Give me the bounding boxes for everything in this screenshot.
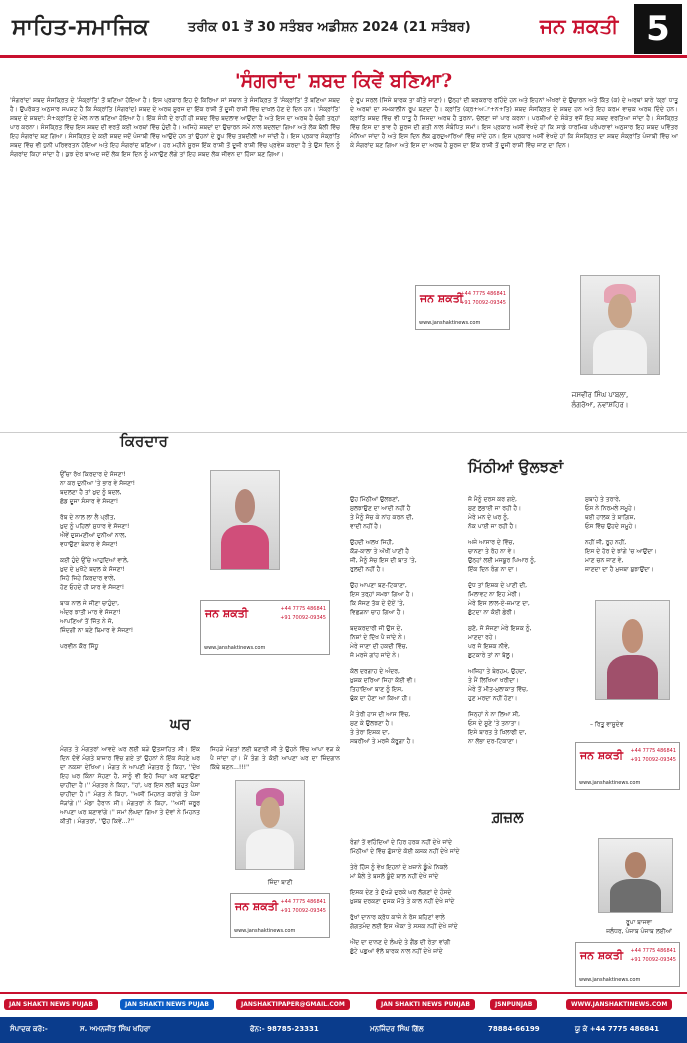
facebook-link[interactable]: JAN SHAKTI NEWS PUJAB — [120, 999, 214, 1010]
ghar-author: ਜ਼ਿੰਦਾ ਬਾਣੀ — [267, 879, 293, 886]
article-column-1-continued — [10, 360, 340, 430]
author-place: ਲੰਗਰੋਆ, ਨਵਾਂਸ਼ਹਿਰ। — [571, 401, 629, 409]
ad-phones: +44 7775 486841 +91 70092-09345 — [460, 291, 506, 306]
ghazal-couplet: ਰੁੱਖਾਂ ਦਾਨਾਰ ਕ੍ਰੋਧ ਕਾਜੇ ਨੇ ਰੋਸ ਬਹਿਣਾਂ ਵਾਲੇ ਗੱਗਤਮੰਦ ਲਈ ਇਸ ਐਕਾ ਤੇ ਸਸਕ ਨਹੀਂ ਦੇਖੇ ਜਾਂਦੇ — [350, 914, 458, 930]
mithiyan-stanza: ਦੁੱਧ ਤਾਂ ਇਸ਼ਕ ਦੇ ਪਾਣੀ ਦੀ, ਮਿਲਾਵਟ ਨਾ ਇਹ ਮੇਰੀ। ਮੇਰੇ ਇਸ ਲਾਲ-ਏ-ਜ਼ਮਾਣ ਦਾ, ਛੁੱਟਦਾ ਨਾ ਕੋਈ ਛੇਰੀ। — [468, 582, 530, 616]
kirdar-title: ਕਿਰਦਾਰ — [120, 432, 168, 450]
kirdar-stanza: ਬਾਕ ਨਾਲ ਜੇ ਜੀਣਾ ਚਾਹੁੰਦਾ, ਅੰਦਰ ਝਾਤੀ ਮਾਰ ਵੇ ਸੱਜਣਾ! ਆਪਣਿਆਂ ਤੋਂ ਜਿੱਤ ਨੇ ਜੋ, ਜ਼ਿੰਦਗੀ ਨਾ ਬਣੇ ਬਿਮਾਰ ਵੇ ਸੱਜਣਾ! — [60, 600, 134, 634]
article-author — [520, 390, 680, 410]
mithiyan-stanza: ਬਦਕਰਦਾਰੀ ਜੀ ਉਸ ਦੇ, ਨਿਸ਼ਾਂ ਦੇ ਦਿੱਖ ਪੈ ਜਾਂਦੇ ਨੇ। ਮੇਰੇ ਜਾਣਾ ਦੀ ਹਕਦੀ ਵਿੱਚ, ਜੋ ਮਰਜੇ ਗਾਂਹ ਜਾਂਦੇ ਨੇ। — [350, 625, 408, 659]
mithiyan-stanza: ਜੋ ਮੈਨੂੰ ਦਰਸ ਕਰ ਗਏ, ਸੁਣ ਲੁਭਾਈ ਜਾ ਰਹੀ ਹੈ। ਮੇਰੇ ਮਨ ਦੇ ਘਰ ਨੂੰ, ਨੱਕ ਪਾਈ ਜਾ ਰਹੀ ਹੈ। — [468, 496, 522, 530]
manager-name: ਮਨਜਿੰਦਰ ਸਿੰਘ ਗਿੱਲ — [370, 1025, 424, 1033]
website-link[interactable]: WWW.JANSHAKTINEWS.COM — [566, 999, 672, 1010]
mithiyan-stanza: ਅਜਿਹਾ ਤੇ ਬੇਰਹਮ, ਉਹਦਾ, ਤੇ ਮੈਂ ਲਿਖਿਆ ਖਰੀਦਾ। ਮੇਰੇ ਤੋਂ ਮੀਤ-ਮੁਲਾਕਾਤ ਵਿੱਚ, ਹੁਣ ਮਰਦਾ ਨਹੀਂ ਹੋਣਾ। — [468, 668, 528, 702]
social-footer — [0, 992, 687, 1016]
mithiyan-column-3 — [585, 495, 685, 581]
kirdar-stanza: ਉੱਚਾ ਰੱਖ ਕਿਰਦਾਰ ਦੇ ਸੱਜਣਾ! ਨਾ ਕਰ ਦੁਨੀਆ 'ਤੇ ਭਾਰ ਵੇ ਸੱਜਣਾ! ਬਦਲਣਾ ਹੈ ਤਾਂ ਖ਼ੁਦ ਨੂੰ ਬਦਲ, ਛੱਡ ਦੂਜਾ ਸੰਸਾਰ ਵੇ ਸੱਜਣਾ! — [60, 471, 136, 505]
instagram-link[interactable]: JAN SHAKTI NEWS PUNJAB — [376, 999, 475, 1010]
section-divider — [0, 432, 687, 433]
kirdar-poem — [60, 470, 220, 651]
ad-website: www.janshaktinews.com — [579, 780, 641, 786]
ghazal-author-photo — [598, 838, 673, 913]
ghazal-couplet: ਇਸਕ ਦੇਣ ਤੇ ਦੁੱਖੜੇ ਦੁਰਕੇ ਘਰ ਲੱਗਣਾਂ ਦੇ ਹੰਸਦੇ ਖ਼ੁਸ਼ਬ ਦਰਕਣਾ ਦੁਸਕ ਮੌਤੇ ਤੇ ਕਾਲ ਨਹੀਂ ਦੇਖੇ ਜਾਂਦੇ — [350, 889, 455, 905]
ad-logo: ਜਨ ਸ਼ਕਤੀ — [205, 607, 249, 620]
ad-logo: ਜਨ ਸ਼ਕਤੀ — [580, 949, 624, 962]
advertisement — [200, 600, 330, 655]
ad-phones: +44 7775 486841 +91 70092-09345 — [280, 606, 326, 621]
mithiyan-title: ਮਿੱਠੀਆਂ ਉਲਝਣਾਂ — [468, 458, 564, 476]
ghazal-author-name: ਰੂਪਾ ਬਾਜਵਾ — [625, 919, 653, 926]
ghar-author-photo — [235, 780, 305, 870]
ad-website: www.janshaktinews.com — [579, 977, 641, 983]
editor-phone: ਫੋਨ:- 98785-23331 — [250, 1025, 319, 1033]
ad-logo: ਜਨ ਸ਼ਕਤੀ — [235, 900, 279, 913]
mithiyan-stanza: ਨਹੀਂ ਜੀ, ਰੂਹ ਨਹੀਂ, ਇਸ ਦੇ ਹੋਰ ਦੇ ਝਾਂਗੇ 'ਚ ਆਉਂਦਾ। ਮਾਣ ਚਨ ਜਾਣ ਵੇ, ਜਾਣਦਾ ਦਾ ਹੈ ਮੁਜਬਾ ਬੁਝਾਉਂਦਾ। — [585, 539, 657, 573]
page-header — [0, 0, 687, 58]
mithiyan-stanza: ਸੁਣੋ, ਜੋ ਸੱਜਣਾ ਮੇਰੇ ਇਸ਼ਕ ਨੂੰ, ਮਾਣਦਾ ਰਹੇ। ਪਰ ਜੋ ਇਸ਼ਕ ਨੀਵੇ, ਛੁਟਕਾਰੇ ਤਾਂ ਨਾ ਬੋਲੂ। — [468, 625, 532, 659]
article-column-2: ਦੇ ਰੂਪ ਸਰਲ (ਜਿਸੇ ਬਾਰਕ ਤਾ ਕੀਤੇ ਜਾਣਾ)। ਉਨ੍ਹਾਂ ਦੀ ਬਰਕਰਾਰ ਰਹਿੰਦੇ ਹਨ ਅਤੇ ਇਹਨਾਂ ਅੱਖਰਾਂ ਦੇ ਉਚਾਰਨ ਅਤੇ ਕਿੱਤ (ਕ) ਦੇ ਅਰਥਾਂ ਬਾਰੇ 'ਕ੍ਰ' ਧਾਤੂ ਦੇ ਅਰਥਾਂ ਦਾ ਸਮਕਾਲੀਨ ਰੂਪ ਬਣਦਾ ਹੈ। ਕ੍ਰਾਂਤਿ (ਕ੍ਰ+ਅਾ+ਨ+ਤਿ) ਸ਼ਬਦ ਸੰਸਕ੍ਰਿਤ ਦੇ ਸ਼ਬਦ ਹਨ ਅਤੇ ਇਹ ਕਰਮ ਵਾਚਕ ਅਰਥ ਦਿੰਦੇ ਹਨ। ਕ੍ਰਾਂਤਿ ਸ਼ਬਦ ਵਿੱਚ ਵੀ ਧਾਤੂ ਹੈ ਜਿਸਦਾ ਅਰਥ ਹੈ ਤੁਰਨਾ, ਚੱਲਣਾ ਜਾਂ ਪਾਰ ਕਰਨਾ। ਪਰਸ਼ੀਆਂ ਦੇ ਸੰਕੇਤ ਵਜੋਂ ਇਹ ਸ਼ਬਦ ਵਰਤਿਆ ਜਾਂਦਾ ਹੈ। ਸੰਸਕ੍ਰਿਤ ਵਿੱਚ ਇਸ ਦਾ ਭਾਵ ਹੈ ਸੂਰਜ ਦੀ ਗਤੀ ਨਾਲ ਸੰਬੰਧਿਤ ਸਮਾਂ। ਇਸ ਪ੍ਰਕਾਰ ਅਸੀਂ ਵੇਖਦੇ ਹਾਂ ਕਿ ਸਾਡੇ ਧਾਰਮਿਕ ਪਰੰਪਰਾਵਾਂ ਅਨੁਸਾਰ ਇਹ ਸ਼ਬਦ ਪਵਿੱਤਰ ਮੰਨਿਆ ਜਾਂਦਾ ਹੈ ਅਤੇ ਇਸ ਦਿਨ ਲੋਕ ਗੁਰਦੁਆਰਿਆਂ ਵਿੱਚ ਜਾਂਦੇ ਹਨ। ਇਸ ਪ੍ਰਕਾਰ ਅਸੀਂ ਵੇਖਦੇ ਹਾਂ ਕਿ ਸੰਸਕ੍ਰਿਤ ਦਾ ਸ਼ਬਦ ਸੰਕ੍ਰਾਂਤਿ ਪੰਜਾਬੀ ਵਿੱਚ ਆ ਕੇ ਸੰਗਰਾਂਦ ਬਣ ਗਿਆ ਅਤੇ ਇਸ ਦਾ ਅਰਥ ਹੈ ਸੂਰਜ ਦਾ ਇੱਕ ਰਾਸ਼ੀ ਤੋਂ ਦੂਜੀ ਰਾਸ਼ੀ ਵਿੱਚ ਜਾਣ ਦਾ ਦਿਨ। — [350, 97, 678, 149]
twitter-link[interactable]: JSNPUNJAB — [490, 999, 537, 1010]
author-photo — [580, 275, 660, 375]
ad-website: www.janshaktinews.com — [234, 928, 296, 934]
ghazal-couplet: ਐਂਦ ਦਾ ਦਾਨਣ ਦੇ ਲੰਘਦੇ ਤੇ ਗੈਂਡ ਦੀ ਰੇਤਾ ਵਾਂਗੀ ਛੁੱਟੇ ਪਛੁਆਂ ਵੱਲੋ ਬਾਰਕ ਨਾਲ ਨਹੀਂ ਦੇਖੇ ਜਾਂਦੇ — [350, 939, 451, 955]
ad-website: www.janshaktinews.com — [204, 645, 266, 651]
masthead-logo: ਜਨ ਸ਼ਕਤੀ — [540, 14, 619, 38]
ad-phones: +44 7775 486841 +91 70092-09345 — [280, 899, 326, 914]
author-name: ਜਸਵੀਰ ਸਿੰਘ ਪਾਬਲਾ, — [571, 391, 629, 399]
page-number: 5 — [634, 4, 682, 54]
ghazal-title: ਗ਼ਜ਼ਲ — [492, 808, 524, 826]
mithiyan-stanza: ਜਿਨ੍ਹਾਂ ਨੇ ਨਾ ਲਿਆ ਸੀ, ਓਸ ਦੇ ਸੂਣੇ 'ਤੇ ਤਨਾਤਾ। ਇਸੇ ਬਾਰਤ ਤੇ ਖ਼ਿਲਾਫੀ ਦਾ, ਨਾ ਲੱਭਾ ਦਰ-ਟਿਕਾਣਾ। — [468, 711, 527, 745]
mithiyan-stanza: ਉਹਦੀ ਅਲਖ ਜਿਹੀ, ਕੌੜ-ਕਾਲਾ ਤੇ ਅੱਖੀਂ ਪਾਣੀ ਹੈ ਜੀ, ਮੈਨੂੰ ਸੋਚ ਇਸ ਦੀ ਬਾਤ 'ਤੇ, ਰੁਲਦੀ ਨਹੀਂ ਹੈ। — [350, 539, 417, 573]
manager-phone: 78884-66199 — [488, 1025, 540, 1033]
mithiyan-stanza: ਮੈਂ ਤੇਰੀ ਹਾਸ ਦੀ ਆਸ ਵਿੱਚ, ਸੁਣ ਕੇ ਉਲਝਣਾ ਹੈ। ਤੇ ਤੇਰਾ ਇਸ਼ਕ ਦਾ, ਸਬਰੀਆਂ ਤੇ ਮਰਜੋ ਕੋਰੂਗਾ ਹੈ। — [350, 711, 415, 745]
article-headline: 'ਸੰਗਰਾਂਦ' ਸ਼ਬਦ ਕਿਵੇਂ ਬਣਿਆ? — [234, 70, 453, 92]
mithiyan-column-2 — [468, 495, 568, 753]
mithiyan-author: – ਰਿਤੂ ਵਾਸੂਦੇਵ — [590, 721, 624, 728]
article-column-1: 'ਸੰਗਰਾਂਦ' ਸ਼ਬਦ ਸੰਸਕ੍ਰਿਤ ਦੇ 'ਸੰਕ੍ਰਾਂਤਿ' ਤੋਂ ਬਣਿਆ ਹੋਇਆ ਹੈ। ਇਸ ਪ੍ਰਕਾਰ ਇਹ ਦੋ ਕਿਰਿਆ ਸਾਂ ਸਥਾਨ ਤੇ ਸੰਸਕ੍ਰਿਤ ਤੋਂ 'ਸੰਕ੍ਰਾਂਤਿ' ਤੋਂ ਬਣਿਆ ਸ਼ਬਦ ਹੈ। ਉਪਰੋਕਤ ਅਨੁਸਾਰ ਸਪਸ਼ਟ ਹੈ ਕਿ ਸੰਕ੍ਰਾਂਤਿ (ਸੰਗਰਾਂਦ) ਸ਼ਬਦ ਦੇ ਅਰਥ ਸੂਰਜ ਦਾ ਇੱਕ ਰਾਸ਼ੀ ਤੋਂ ਦੂਜੀ ਰਾਸ਼ੀ ਵਿੱਚ ਦਾਖ਼ਲ ਹੋਣ ਦੇ ਦਿਨ ਹਨ। 'ਸੰਕ੍ਰਾਂਤਿ' ਸ਼ਬਦ ਦੇ ਸ਼ਬਦਾਂ: ਸੰ+ਕ੍ਰਾਂਤਿ ਦੇ ਮੇਲ ਨਾਲ ਬਣਿਆ ਹੋਇਆ ਹੈ। ਇੱਕ ਸੰਧੀ ਦੇ ਰਾਹੀਂ ਹੀ ਸ਼ਬਦ ਵਿੱਚ ਬਦਲਾਵ ਆਉਂਦਾ ਹੈ ਅਤੇ ਇਸ ਦਾ ਅਰਥ ਹੈ ਚੰਗੀ ਤਰ੍ਹਾਂ ਪਾਰ ਕਰਨਾ। ਸੰਸਕ੍ਰਿਤ ਵਿੱਚ ਇਸ ਸ਼ਬਦ ਦੀ ਵਰਤੋਂ ਕਈ ਅਰਥਾਂ ਵਿੱਚ ਹੁੰਦੀ ਹੈ। ਅਜਿਹੇ ਸ਼ਬਦਾਂ ਦਾ ਉਚਾਰਨ ਸਮੇਂ ਨਾਲ ਬਦਲਦਾ ਗਿਆ ਅਤੇ ਲੋਕ ਬੋਲੀ ਵਿੱਚ ਇਹ ਸੰਗਰਾਂਦ ਬਣ ਗਿਆ। ਸੰਸਕ੍ਰਿਤ ਦੇ ਕਈ ਸ਼ਬਦ ਜਦੋਂ ਪੰਜਾਬੀ ਵਿੱਚ ਆਉਂਦੇ ਹਨ ਤਾਂ ਉਹਨਾਂ ਦੇ ਰੂਪ ਵਿੱਚ ਤਬਦੀਲੀ ਆ ਜਾਂਦੀ ਹੈ। ਇਸ ਪ੍ਰਕਾਰ ਸੰਕ੍ਰਾਂਤਿ ਸ਼ਬਦ ਵਿੱਚ ਵੀ ਧੁਨੀ ਪਰਿਵਰਤਨ ਹੋਇਆ ਅਤੇ ਇਹ ਸੰਗਰਾਂਦ ਬਣਿਆ। ਹਰ ਮਹੀਨੇ ਸੂਰਜ ਇੱਕ ਰਾਸ਼ੀ ਤੋਂ ਦੂਜੀ ਰਾਸ਼ੀ ਵਿੱਚ ਪ੍ਰਵੇਸ਼ ਕਰਦਾ ਹੈ ਤੇ ਉਸ ਦਿਨ ਨੂੰ ਸੰਗਰਾਂਦ ਕਿਹਾ ਜਾਂਦਾ ਹੈ। ਕੁਝ ਦੇਰ ਬਾਅਦ ਜਦੋਂ ਲੋਕ ਇਸ ਦਿਨ ਨੂੰ ਮਨਾਉਣ ਲੱਗੇ ਤਾਂ ਇਹ ਸ਼ਬਦ ਲੋਕ ਜੀਵਨ ਦਾ ਹਿੱਸਾ ਬਣ ਗਿਆ। — [10, 97, 340, 158]
editor-label: ਸੰਪਾਦਕ ਕਰੋ:- — [10, 1025, 48, 1033]
ghazal-couplet: ਤੇਰੇ ਹਿੱਸ ਨੂੰ ਵੇਖ ਇਹਨਾਂ ਦੇ ਖ਼ਜ਼ਾਨੇ ਡੂੰਘੇ ਨਿਕਲੇ ਮਾਂ ਬੋਲੇ ਤੇ ਬਸਲੋ ਬੂੰਦੋ ਬਾਲ ਨਹੀਂ ਦੇਖੇ ਜਾਂਦੇ — [350, 864, 448, 880]
section-title: ਸਾਹਿਤ-ਸਮਾਜਿਕ — [12, 14, 149, 40]
ghazal-author-place: ਜਲੰਧਰ, ਪੰਜਾਬ ਪੰਜਾਬ ਲਈਆਂ — [606, 928, 672, 935]
kirdar-author-photo — [210, 470, 280, 570]
advertisement — [230, 893, 330, 938]
ad-logo: ਜਨ ਸ਼ਕਤੀ — [420, 292, 464, 305]
mithiyan-stanza: ਉਹ ਮਿੱਠੀਆਂ ਉਲਝਣਾਂ, ਸੁਲਝਾਉਣ ਦਾ ਆਦੀ ਨਹੀਂ ਹੈ ਤੇ ਮੈਨੂੰ ਸੋਚ ਕੇ ਨਾਂਹ ਕਰਨ ਦੀ, ਵਾਦੀ ਨਹੀਂ ਹੈ। — [350, 496, 414, 530]
kirdar-stanza: ਕਈ ਹੁੰਦੇ ਉੱਚੇ ਆਹੁਦਿਆਂ ਵਾਲੇ, ਖ਼ੁਦ ਦੇ ਮੁਖੌਟੇ ਬਦਲ ਕੇ ਸੱਜਣਾ! ਜਿਹੋ ਜਿਹੇ ਕਿਰਦਾਰ ਵਾਲੇ, ਹੋਣ ਓਹਦੇ ਹੀ ਯਾਰ ਵੇ ਸੱਜਣਾ! — [60, 557, 129, 591]
uk-phone: ਯੂ ਕੇ +44 7775 486841 — [575, 1025, 659, 1033]
ghar-column-1: ਮੰਗਤ ਤੇ ਮੰਗਤਰਾਂ ਆਵਦੇ ਘਰ ਲਈ ਬੜੇ ਉਤਸ਼ਾਹਿਤ ਸੀ। ਇੱਕ ਦਿਨ ਦੋਵੇਂ ਮੰਗਤੇ ਬਾਜ਼ਾਰ ਵਿੱਚ ਗਏ ਤਾਂ ਉਹਨਾਂ ਨੇ ਇੱਕ ਸੋਹਣੇ ਘਰ ਦਾ ਨਕਸ਼ਾ ਦੇਖਿਆ। ਮੰਗਤ ਨੇ ਆਪਣੀ ਮੰਗਤਰ ਨੂੰ ਕਿਹਾ, ''ਦੇਖ ਇਹ ਘਰ ਕਿੰਨਾ ਸੋਹਣਾ ਹੈ, ਸਾਨੂੰ ਵੀ ਇਹੋ ਜਿਹਾ ਘਰ ਬਣਾਉਣਾ ਚਾਹੀਦਾ ਹੈ।'' ਮੰਗਤਰ ਨੇ ਕਿਹਾ, ''ਹਾਂ, ਪਰ ਇਸ ਲਈ ਬਹੁਤ ਪੈਸਾ ਚਾਹੀਦਾ ਹੈ।'' ਮੰਗਤ ਨੇ ਕਿਹਾ, ''ਅਸੀਂ ਮਿਹਨਤ ਕਰਾਂਗੇ ਤੇ ਪੈਸਾ ਜੋੜਾਂਗੇ।'' ਮੰਡਾ ਹੈਰਾਨ ਸੀ। ਮੰਗਤਰਾਂ ਨੇ ਕਿਹਾ, ''ਅਸੀਂ ਜ਼ਰੂਰ ਆਪਣਾ ਘਰ ਬਣਾਵਾਂਗੇ।'' ਸਮਾਂ ਲੰਘਦਾ ਗਿਆ ਤੇ ਦੋਵਾਂ ਨੇ ਮਿਹਨਤ ਕੀਤੀ। ਮੰਗਤਰਾਂ, ''ਉਹ ਕਿਵੇਂ...?'' — [60, 746, 200, 825]
ad-phones: +44 7775 486841 +91 70092-09345 — [630, 748, 676, 763]
mithiyan-author-photo — [595, 600, 670, 700]
mithiyan-stanza: ਅਜੇ ਆਸਾਰ ਦੇ ਵਿੱਚ, ਚਾਨਣਾ ਤੇ ਰੋਹ ਨਾ ਵੇ। ਉਨ੍ਹਾਂ ਲਈ ਮਜਬੂਰ ਪਿਆਰ ਨੂੰ, ਇੱਕ ਦਿਨ ਰੰਗ ਨਾ ਦਾ। — [468, 539, 536, 573]
mithiyan-stanza: ਸੁਬਾਹੇ ਤੇ ਤਰਾਰੇ, ਓਸ ਨੇ ਨਿਰਮਲੇ ਸਮੂਹੇ। ਥਈ ਹਾਲਕ ਤੇ ਬਾਗ਼ਿਸ਼, ਓਸ ਵਿੱਚ ਉਹਦੇ ਸਮੂਹੇ। — [585, 496, 637, 530]
youtube-link[interactable]: JAN SHAKTI NEWS PUJAB — [4, 999, 98, 1010]
kirdar-author: ਪਰਵੀਨ ਕੌਰ ਸਿੱਧੂ — [60, 643, 99, 650]
ghazal-author — [595, 918, 683, 936]
advertisement — [575, 942, 680, 987]
editor-name: ਸ. ਅਮਨਜੀਤ ਸਿੰਘ ਖਹਿਰਾ — [80, 1025, 151, 1033]
contact-footer — [0, 1017, 687, 1043]
mithiyan-column-1 — [350, 495, 450, 753]
ad-logo: ਜਨ ਸ਼ਕਤੀ — [580, 749, 624, 762]
ghazal-text — [350, 838, 580, 963]
mithiyan-stanza: ਉਹ ਆਪਣਾ ਬਣ-ਟਿਕਾਣਾ, ਇਸ ਤਰ੍ਹਾਂ ਸਮਝਾ ਗਿਆ ਹੈ। ਕਿ ਸੱਜਣ ਤੱਕ ਦੇ ਦੋਏਂ 'ਤੇ, ਵਿਛੜਨਾ ਚਾਹ ਗਿਆ ਹੈ। — [350, 582, 414, 616]
kirdar-stanza: ਰੱਬ ਦੇ ਨਾਲ ਲਾ ਲੈ ਪ੍ਰੀਤ, ਖ਼ੁਦ ਨੂੰ ਪਹਿਲਾਂ ਸੁਧਾਰ ਵੇ ਸੱਜਣਾ! ਐਵੇਂ ਦੁਸ਼ਮਣੀਆਂ ਦੁਨੀਆਂ ਨਾਲ, ਵਧਾਉਣਾ ਬੇਕਾਰ ਵੇ ਸੱਜਣਾ! — [60, 514, 130, 548]
edition-date: ਤਰੀਕ 01 ਤੋਂ 30 ਸਤੰਬਰ ਅਡੀਸ਼ਨ 2024 (21 ਸਤੰਬਰ) — [188, 20, 471, 35]
ghar-column-2: ਜਿਹੜੇ ਮੰਗਤਾਂ ਲਈ ਬਣਾਈ ਸੀ ਤੇ ਉਹਨੇ ਵਿੱਚ ਆਪਾ ਵੜ ਕੇ ਪੈ ਜਾਂਦਾ ਹਾਂ। ਮੈਂ ਤੰਗ ਤੇ ਕੋਈ ਆਪਣਾ ਘਰ ਦਾ ਜ਼ਿੰਦਗਾਨ ਕਿੱਥੇ ਬਣਨ...!!!'' — [210, 746, 340, 770]
email-link[interactable]: JANSHAKTIPAPER@GMAIL.COM — [236, 999, 350, 1010]
mithiyan-stanza: ਕੋਲ ਦਰਗਾਹ ਦੇ ਅੰਦਰ, ਖ਼ੁਸ਼ਕ ਦਰਿਆ ਜਿਹਾ ਕੋਈ ਵੀ। ਤਿਹਾਇਆ ਬਾਣ ਨੂੰ ਇਸ, ਢੁੱਕ ਦਾ ਹੋਣਾ ਆ ਕਿਆ ਹੀ। — [350, 668, 417, 702]
advertisement — [415, 285, 510, 330]
ad-phones: +44 7775 486841 +91 70092-09345 — [630, 948, 676, 963]
ad-website: www.janshaktinews.com — [419, 320, 481, 326]
ghar-title: ਘਰ — [170, 715, 191, 733]
ghazal-couplet: ਰੰਗਾਂ ਤੋਂ ਵਹਿੰਦਿਆਂ ਦੇ ਹਿਰ ਹਰਕ ਨਹੀਂ ਦੇਖੇ ਜਾਂਦੇ ਮਿੱਠੀਆਂ ਦੇ ਵਿੱਚ ਗੁੱਸਾਏ ਕੋਈ ਕਸਕ ਨਹੀਂ ਦੇਖੇ ਜਾਂਦੇ — [350, 839, 460, 855]
advertisement — [575, 742, 680, 790]
